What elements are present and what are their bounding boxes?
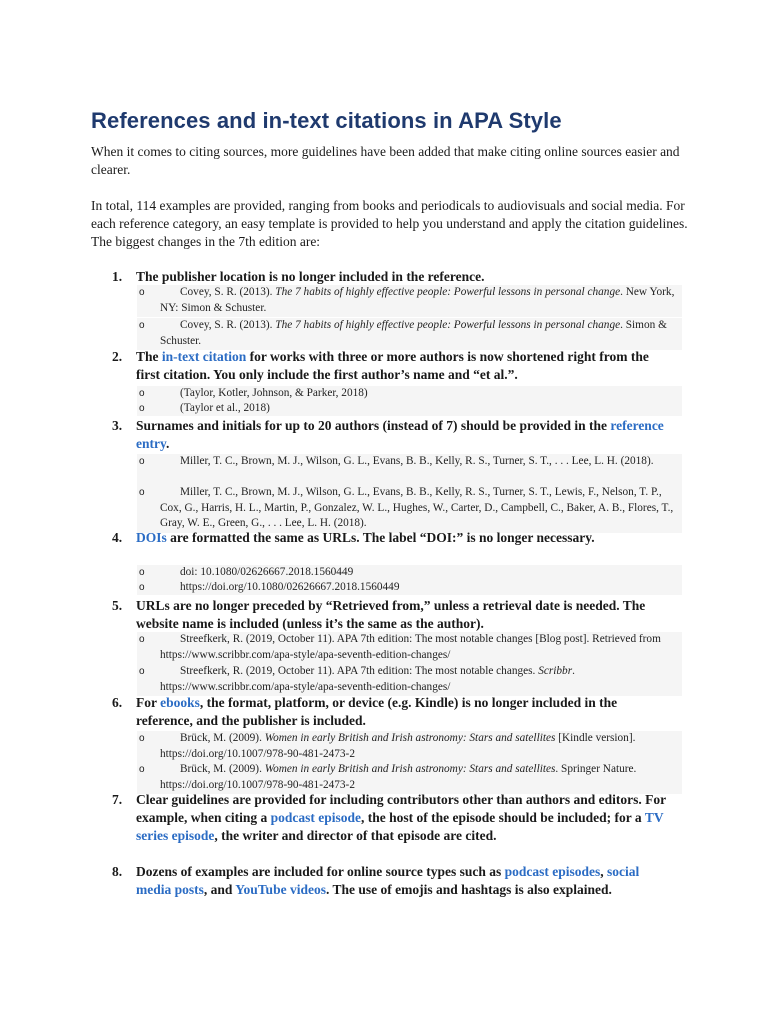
reference-example (160, 401, 680, 417)
list-number: 8. (112, 864, 123, 879)
circle-bullet-icon: o (139, 320, 145, 331)
reference-example (160, 762, 680, 793)
italic-title: Women in early British and Irish astronomy: Stars and satellites (264, 732, 556, 744)
inline-link[interactable]: podcast episodes (504, 864, 601, 879)
circle-bullet-icon: o (139, 287, 145, 298)
text-run: . Springer Nature. https://doi.org/10.1007/978-90-481-2473-2 (160, 763, 637, 791)
text-run: Streefkerk, R. (2019, October 11). APA 7th edition: The most notable changes. (180, 665, 539, 677)
text-run: are formatted the same as URLs. The label “DOI:” is no longer necessary. (166, 530, 595, 545)
example-row (137, 731, 682, 763)
text-run: The publisher location is no longer included in the reference. (136, 269, 485, 284)
inline-link[interactable]: YouTube videos (235, 882, 326, 897)
text-run: (Taylor et al., 2018) (180, 402, 270, 414)
reference-example (160, 386, 680, 402)
list-item-heading (136, 694, 676, 730)
list-item-heading (136, 417, 676, 453)
example-row (137, 318, 682, 350)
text-run: Covey, S. R. (2013). (180, 319, 276, 331)
text-run: Miller, T. C., Brown, M. J., Wilson, G. L., Evans, B. B., Kelly, R. S., Turner, S. T., Lewis, F., Nelson, T. P., Cox, G., Harris, H. L., Martin, P., Gonzalez, W. L., Hughes, W., Carter, D., Campbell, C., Baker, A. B., Flores, T., Gray, W. E., Green, G., . . . Lee, L. H. (2018). (160, 486, 674, 529)
intro-paragraph: When it comes to citing sources, more guidelines have been added that make citing online sources easier and clearer. (91, 144, 680, 177)
circle-bullet-icon: o (139, 487, 145, 498)
circle-bullet-icon: o (139, 733, 145, 744)
text-run: . The use of emojis and hashtags is also explained. (325, 882, 612, 897)
example-row (137, 632, 682, 664)
italic-title: The 7 habits of highly effective people: Powerful lessons in personal change (275, 319, 621, 331)
circle-bullet-icon: o (139, 403, 145, 414)
reference-example (160, 485, 680, 532)
text-run: doi: 10.1080/02626667.2018.1560449 (180, 566, 354, 578)
reference-example (160, 285, 680, 316)
italic-title: Women in early British and Irish astronomy: Stars and satellites (264, 763, 556, 775)
circle-bullet-icon: o (139, 456, 145, 467)
list-number: 5. (112, 598, 123, 613)
list-number: 7. (112, 792, 123, 807)
example-row (137, 580, 682, 595)
text-run: [Kindle version]. https://doi.org/10.1007/978-90-481-2473-2 (160, 732, 636, 760)
list-item-heading (136, 597, 676, 633)
italic-title: The 7 habits of highly effective people: Powerful lessons in personal change (275, 286, 621, 298)
circle-bullet-icon: o (139, 388, 145, 399)
text-run: . Simon & Schuster. (160, 319, 667, 347)
text-run: , the writer and director of that episode are cited. (214, 828, 497, 843)
example-row (137, 485, 682, 533)
list-number: 1. (112, 269, 123, 284)
example-row (137, 565, 682, 580)
list-item-heading (136, 529, 676, 547)
list-item-heading (136, 348, 676, 384)
reference-example (160, 318, 680, 349)
intro-paragraph: In total, 114 examples are provided, ranging from books and periodicals to audiovisuals and social media. For each reference category, an easy template is provided to help you understand and apply the citation guidelines. The biggest changes in the 7th edition are: (91, 198, 688, 249)
circle-bullet-icon: o (139, 567, 145, 578)
text-run: , (600, 864, 608, 879)
list-number: 3. (112, 418, 123, 433)
reference-example (160, 565, 680, 581)
text-run: Dozens of examples are included for online source types such as (136, 864, 505, 879)
list-number: 6. (112, 695, 123, 710)
text-run: For (136, 695, 161, 710)
text-run: URLs are no longer preceded by “Retrieved from,” unless a retrieval date is needed. The website name is included (unless it’s the same as the author). (136, 598, 646, 631)
reference-example (160, 454, 680, 470)
circle-bullet-icon: o (139, 764, 145, 775)
example-row (137, 454, 682, 486)
text-run: for works with three or more authors is now shortened right from the first citation. You only include the first author’s name and “et al.”. (136, 349, 649, 382)
text-run: . New York, NY: Simon & Schuster. (160, 286, 675, 314)
text-run: . https://www.scribbr.com/apa-style/apa-seventh-edition-changes/ (160, 665, 575, 693)
example-row (137, 386, 682, 401)
circle-bullet-icon: o (139, 666, 145, 677)
text-run: , and (203, 882, 236, 897)
inline-link[interactable]: TV series episode (136, 810, 664, 843)
italic-title: Scribbr (538, 665, 573, 677)
text-run: Covey, S. R. (2013). (180, 286, 276, 298)
text-run: , the host of the episode should be included; for a (361, 810, 645, 825)
text-run: https://doi.org/10.1080/02626667.2018.1560449 (180, 581, 400, 593)
list-number: 2. (112, 349, 123, 364)
list-number: 4. (112, 530, 123, 545)
example-row (137, 664, 682, 696)
inline-link[interactable]: reference entry (136, 418, 664, 451)
reference-example (160, 580, 680, 596)
text-run: Brück, M. (2009). (180, 732, 265, 744)
text-run: Brück, M. (2009). (180, 763, 265, 775)
text-run: Clear guidelines are provided for including contributors other than authors and editors. For example, when citing a (136, 792, 666, 825)
reference-example (160, 664, 680, 695)
example-row (137, 762, 682, 794)
text-run: (Taylor, Kotler, Johnson, & Parker, 2018) (180, 387, 368, 399)
circle-bullet-icon: o (139, 582, 145, 593)
reference-example (160, 731, 680, 762)
text-run: The (136, 349, 162, 364)
text-run: , the format, platform, or device (e.g. Kindle) is no longer included in the reference, and the publisher is included. (136, 695, 618, 728)
example-row (137, 401, 682, 416)
circle-bullet-icon: o (139, 634, 145, 645)
text-run: Streefkerk, R. (2019, October 11). APA 7th edition: The most notable changes [Blog post]. Retrieved from https://www.scribbr.com/apa-style/apa-seventh-edition-changes/ (160, 633, 661, 661)
inline-link[interactable]: podcast episode (270, 810, 362, 825)
inline-link[interactable]: ebooks (160, 695, 200, 710)
inline-link[interactable]: DOIs (136, 530, 167, 545)
text-run: Surnames and initials for up to 20 authors (instead of 7) should be provided in the (136, 418, 611, 433)
list-item-heading (136, 863, 676, 899)
inline-link[interactable]: social media posts (136, 864, 640, 897)
text-run: . (166, 436, 170, 451)
example-row (137, 285, 682, 317)
list-item-heading (136, 791, 676, 845)
text-run: Miller, T. C., Brown, M. J., Wilson, G. L., Evans, B. B., Kelly, R. S., Turner, S. T., . . . Lee, L. H. (2018). (180, 455, 654, 467)
page-title: References and in-text citations in APA Style (91, 108, 562, 133)
inline-link[interactable]: in-text citation (161, 349, 247, 364)
reference-example (160, 632, 680, 663)
list-item-heading (136, 268, 676, 286)
